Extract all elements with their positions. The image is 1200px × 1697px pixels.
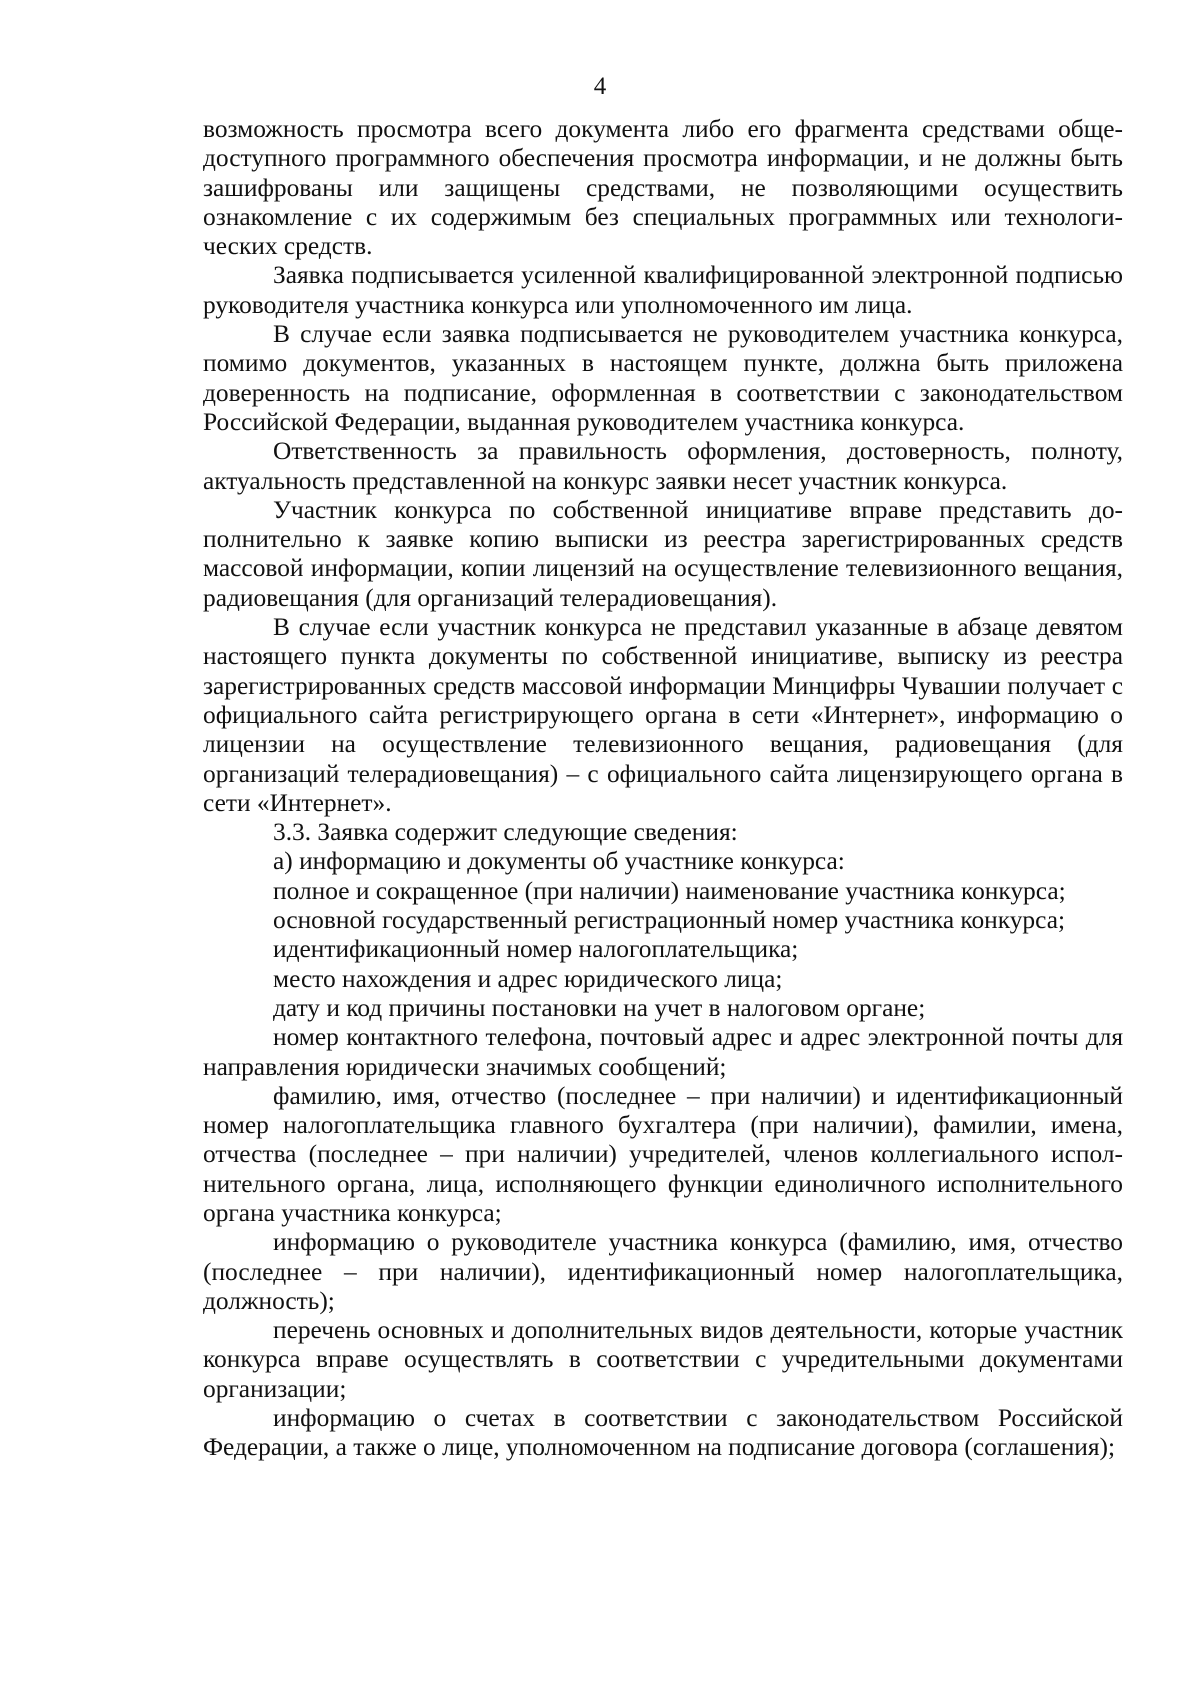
page-number: 4 bbox=[593, 73, 607, 100]
section-heading: 3.3. Заявка содержит следующие сведения: bbox=[273, 818, 738, 847]
list-item: перечень основных и дополнительных видов деятельности, которые участник конкурса вправе осуществлять в соответствии с учредительными документами организации; bbox=[203, 1316, 1123, 1403]
list-item: полное и сокращенное (при наличии) наименование участника конкурса; bbox=[273, 876, 1066, 905]
paragraph: Заявка подписывается усиленной квалифицированной электронной подписью руководителя участника конкурса или уполномоченного им лица. bbox=[203, 261, 1123, 319]
list-item: идентификационный номер налогоплательщика; bbox=[273, 935, 799, 964]
paragraph: Ответственность за правильность оформления, достоверность, полноту, актуальность представленной на конкурс заявки несет участник конкурса. bbox=[203, 437, 1123, 495]
list-item: место нахождения и адрес юридического лица; bbox=[273, 964, 783, 993]
paragraph: Участник конкурса по собственной инициативе вправе представить дополнительно к заявке копию выписки из реестра зарегистрированных средств массовой информации, копии лицензий на осуществление телевизионного вещания, радиовещания (для организаций телерадиовещания). bbox=[203, 495, 1123, 612]
paragraph: В случае если заявка подписывается не руководителем участника конкурса, помимо документов, указанных в настоящем пункте, должна быть приложена доверенность на подписание, оформленная в соответствии с законодательством Российской Федерации, выданная руководителем участника конкурса. bbox=[203, 320, 1123, 436]
paragraph: возможность просмотра всего документа либо его фрагмента средствами общедоступного программного обеспечения просмотра информации, и не должны быть зашифрованы или защищены средствами, не позволяющими осуществить ознакомление с их содержимым без специальных программных или технологических средств. bbox=[203, 115, 1123, 261]
list-heading: а) информацию и документы об участнике конкурса: bbox=[273, 847, 845, 876]
list-item: фамилию, имя, отчество (последнее – при наличии) и идентификационный номер налогоплательщика главного бухгалтера (при наличии), фамилии, имена, отчества (последнее – при наличии) учредителей, членов коллегиального исполнительного органа, лица, исполняющего функции единоличного исполнительного органа участника конкурса; bbox=[203, 1081, 1123, 1227]
paragraph: В случае если участник конкурса не представил указанные в абзаце девятом настоящего пункта документы по собственной инициативе, выписку из реестра зарегистрированных средств массовой информации Минцифры Чувашии получает с официального сайта регистрирующего органа в сети «Интернет», информацию о лицензии на осуществление телевизионного вещания, радиовещания (для организаций телерадиовещания) – с официального сайта лицензирующего органа в сети «Интернет». bbox=[203, 613, 1123, 817]
list-item: номер контактного телефона, почтовый адрес и адрес электронной почты для направления юридически значимых сообщений; bbox=[203, 1023, 1123, 1081]
list-item: дату и код причины постановки на учет в налоговом органе; bbox=[273, 993, 926, 1022]
document-body bbox=[203, 115, 1123, 1463]
list-item: информацию о руководителе участника конкурса (фамилию, имя, отчество (последнее – при наличии), идентификационный номер налогоплательщика, должность); bbox=[203, 1228, 1123, 1315]
list-item: основной государственный регистрационный номер участника конкурса; bbox=[273, 906, 1066, 935]
list-item: информацию о счетах в соответствии с законодательством Российской Федерации, а также о лице, уполномоченном на подписание договора (соглашения); bbox=[203, 1404, 1123, 1462]
